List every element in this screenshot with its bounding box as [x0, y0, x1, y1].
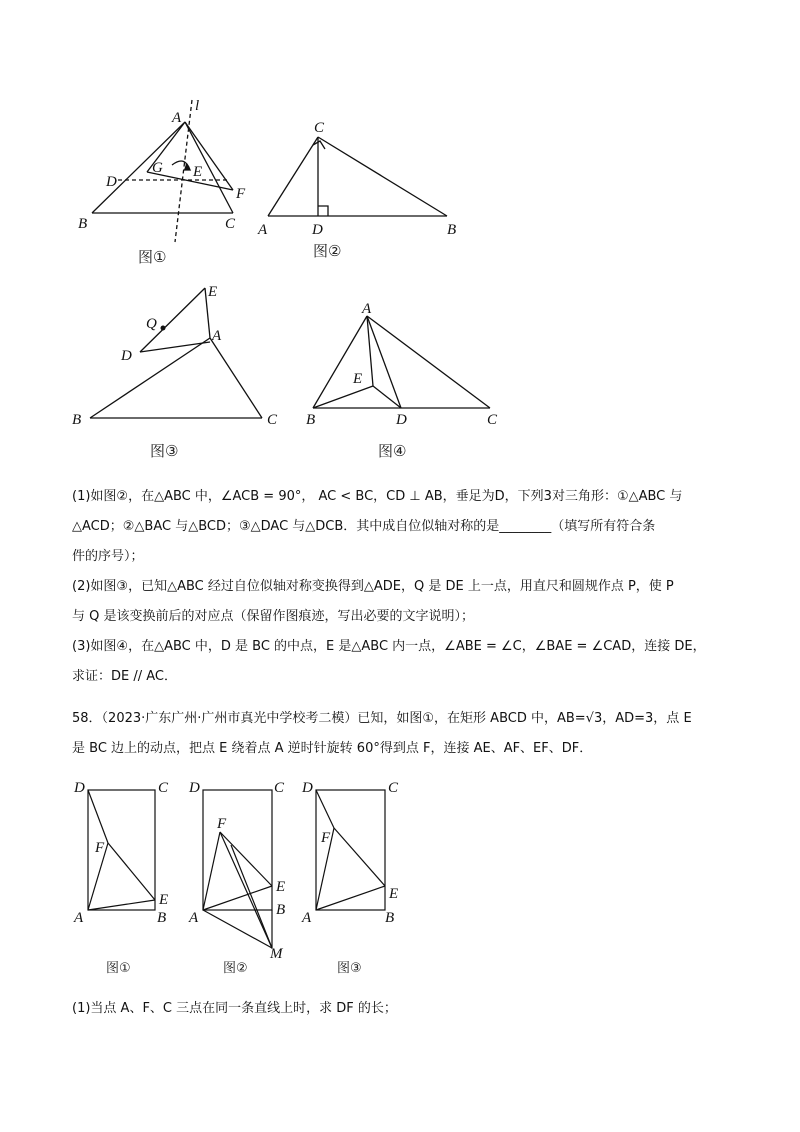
figure-caption: 图③	[150, 442, 179, 460]
label-M: M	[270, 946, 283, 962]
label-B: B	[72, 412, 82, 428]
question-58-1-text: (1)当点 A、F、C 三点在同一条直线上时，求 DF 的长；	[72, 1001, 397, 1016]
label-E: E	[208, 284, 218, 300]
label-Q: Q	[146, 316, 157, 332]
label-A: A	[74, 910, 84, 926]
question-2-line-1: (2)如图③，已知△ABC 经过自位似轴对称变换得到△ADE，Q 是 DE 上一点，用直尺和圆规作点 P，使 P	[72, 579, 674, 594]
label-B: B	[157, 910, 167, 926]
figure-58-1	[70, 775, 180, 975]
label-B: B	[306, 412, 316, 428]
label-F: F	[217, 816, 227, 832]
question-2-line-2: 与 Q 是该变换前后的对应点（保留作图痕迹，写出必要的文字说明）；	[72, 609, 474, 624]
question-3-line-2: 求证：DE // AC．	[72, 669, 177, 684]
label-A: A	[172, 110, 182, 126]
question-block	[72, 482, 732, 692]
label-C: C	[267, 412, 278, 428]
label-D: D	[74, 780, 85, 796]
label-A: A	[258, 222, 268, 238]
label-E: E	[276, 879, 286, 895]
label-A: A	[362, 301, 372, 317]
label-l: l	[195, 98, 200, 114]
figure-4	[300, 295, 510, 465]
label-B: B	[385, 910, 395, 926]
question-58-1	[72, 994, 732, 1024]
question-1-line-1: (1)如图②，在△ABC 中，∠ACB = 90°， AC < BC，CD ⊥ AB，垂足为D，下列3对三角形：①△ABC 与	[72, 489, 683, 504]
label-G: G	[152, 160, 163, 176]
label-D: D	[312, 222, 323, 238]
label-F: F	[95, 840, 105, 856]
label-F: F	[321, 830, 331, 846]
question-1-line-2: △ACD；②△BAC 与△BCD；③△DAC 与△DCB．其中成自位似轴对称的是________（填写所有符合条	[72, 519, 656, 534]
figure-caption: 图②	[223, 961, 248, 976]
label-C: C	[388, 780, 399, 796]
label-F: F	[236, 186, 246, 202]
label-E: E	[193, 164, 203, 180]
figure-caption: 图④	[378, 442, 407, 460]
question-1-line-3: 件的序号）；	[72, 549, 144, 564]
label-D: D	[396, 412, 407, 428]
label-B: B	[78, 216, 88, 232]
label-A: A	[212, 328, 222, 344]
question-3-line-1: (3)如图④，在△ABC 中，D 是 BC 的中点，E 是△ABC 内一点，∠ABE = ∠C，∠BAE = ∠CAD，连接 DE，	[72, 639, 706, 654]
figure-caption: 图①	[138, 248, 167, 266]
label-E: E	[353, 371, 363, 387]
figure-58-3	[300, 775, 410, 975]
label-C: C	[225, 216, 236, 232]
label-C: C	[158, 780, 169, 796]
label-C: C	[274, 780, 285, 796]
label-D: D	[106, 174, 117, 190]
figure-caption: 图②	[313, 242, 342, 260]
label-A: A	[302, 910, 312, 926]
figure-caption: 图①	[106, 961, 131, 976]
label-B: B	[276, 902, 286, 918]
label-C: C	[314, 120, 325, 136]
figure-1	[70, 95, 270, 265]
figure-2	[255, 115, 465, 265]
label-C: C	[487, 412, 498, 428]
problem-58-line-1: 58．（2023·广东广州·广州市真光中学校考二模）已知，如图①，在矩形 ABCD 中，AB=√3，AD=3，点 E	[72, 711, 692, 726]
label-E: E	[159, 892, 169, 908]
label-D: D	[121, 348, 132, 364]
figure-58-2	[185, 775, 295, 975]
label-A: A	[189, 910, 199, 926]
problem-58-line-2: 是 BC 边上的动点，把点 E 绕着点 A 逆时针旋转 60°得到点 F，连接 AE、AF、EF、DF．	[72, 741, 593, 756]
label-E: E	[389, 886, 399, 902]
label-D: D	[302, 780, 313, 796]
label-D: D	[189, 780, 200, 796]
problem-58	[72, 704, 732, 764]
label-B: B	[447, 222, 457, 238]
figure-caption: 图③	[337, 961, 362, 976]
figure-3	[68, 280, 288, 460]
